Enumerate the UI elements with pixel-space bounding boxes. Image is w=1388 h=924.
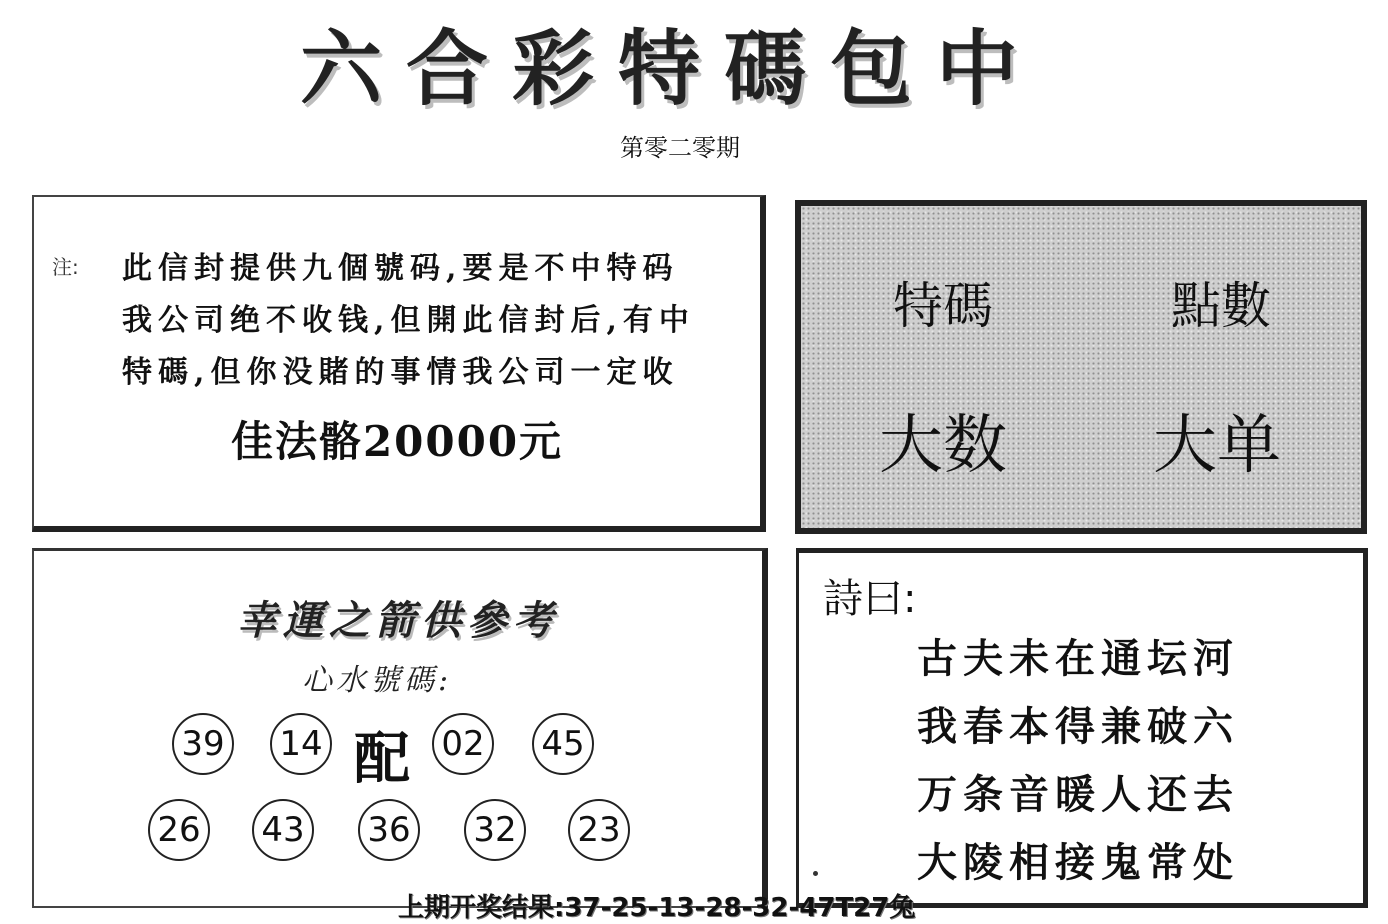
speck — [813, 871, 818, 876]
page-title: 六合彩特碼包中 — [300, 20, 1043, 117]
note-line: 特碼,但你没賭的事情我公司一定收 — [122, 355, 679, 390]
poem-panel — [796, 548, 1368, 908]
poem-line: 大陵相接鬼常处 — [917, 839, 1239, 886]
number-ball: 45 — [532, 713, 594, 775]
number-ball: 02 — [432, 713, 494, 775]
special-code-label: 特碼 — [893, 277, 993, 335]
note-prefix: 注: — [52, 255, 79, 279]
number-ball: 43 — [252, 799, 314, 861]
fine-amount: 佳法骼20000元 — [230, 417, 564, 466]
poem-line: 万条音暖人还去 — [917, 771, 1239, 818]
number-ball: 39 — [172, 713, 234, 775]
poem-text — [917, 625, 1239, 897]
number-ball: 14 — [270, 713, 332, 775]
number-ball: 32 — [464, 799, 526, 861]
poem-heading: 詩曰: — [823, 576, 917, 622]
note-line: 我公司绝不收钱,但開此信封后,有中 — [122, 303, 695, 338]
special-code-value: 大数 — [879, 409, 1007, 483]
points-value: 大单 — [1153, 409, 1281, 483]
note-line: 此信封提供九個號码,要是不中特码 — [122, 251, 679, 286]
lucky-numbers-panel — [32, 548, 768, 908]
last-draw-result: 上期开奖结果:37-25-13-28-32-47T27兔 — [398, 893, 916, 923]
number-ball: 26 — [148, 799, 210, 861]
note-text — [122, 243, 742, 399]
special-code-panel — [795, 200, 1367, 534]
lucky-subtitle: 心水號碼: — [302, 663, 453, 698]
notice-panel — [32, 195, 766, 532]
number-ball: 36 — [358, 799, 420, 861]
issue-number: 第零二零期 — [620, 134, 740, 162]
number-ball: 23 — [568, 799, 630, 861]
points-label: 點數 — [1171, 277, 1271, 335]
lucky-title: 幸運之箭供參考 — [237, 597, 559, 644]
pair-char: 配 — [354, 726, 410, 792]
poem-line: 我春本得兼破六 — [917, 703, 1239, 750]
poem-line: 古夫未在通坛河 — [917, 635, 1239, 682]
